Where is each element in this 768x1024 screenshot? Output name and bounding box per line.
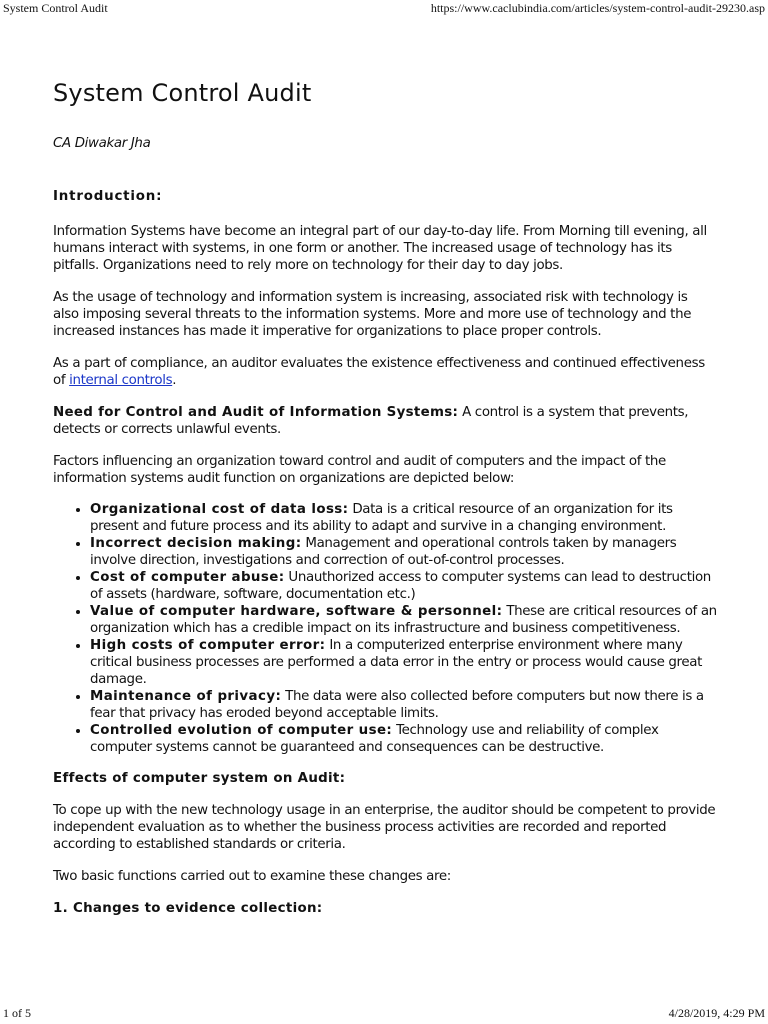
- list-item-title: Cost of computer abuse:: [90, 570, 285, 585]
- effects-paragraph-2: Two basic functions carried out to examine these changes are:: [53, 869, 451, 884]
- need-text: A control is a system that prevents, detects or corrects unlawful events.: [53, 405, 689, 437]
- print-footer-date: 4/28/2019, 4:29 PM: [668, 1006, 765, 1020]
- list-item-title: Maintenance of privacy:: [90, 689, 282, 704]
- intro-paragraph-1: Information Systems have become an integral part of our day-to-day life. From Morning till evening, all humans interact with systems, in one form or another. The increased usage of technology has its pitfalls. Organizations need to rely more on technology for their day to day jobs.: [53, 224, 707, 273]
- list-item: [90, 637, 717, 688]
- list-item-text: In a computerized enterprise environment where many critical business processes are performed a data error in the entry or process would cause great damage.: [90, 638, 703, 687]
- factors-paragraph: Factors influencing an organization toward control and audit of computers and the impact of the information systems audit function on organizations are depicted below:: [53, 454, 666, 486]
- list-item-text: These are critical resources of an organization which has a credible impact on its infrastructure and business competitiveness.: [90, 604, 717, 636]
- list-item-text: Unauthorized access to computer systems can lead to destruction of assets (hardware, software, documentation etc.): [90, 570, 711, 602]
- intro-paragraph-3: [53, 355, 717, 389]
- article-body: [53, 78, 717, 917]
- intro-paragraph-2: As the usage of technology and information system is increasing, associated risk with technology is also imposing several threats to the information systems. More and more use of technology and the increased instances has made it imperative for organizations to place proper controls.: [53, 290, 692, 339]
- list-item-title: Incorrect decision making:: [90, 536, 302, 551]
- changes-heading: 1. Changes to evidence collection:: [53, 901, 323, 916]
- list-item-title: Organizational cost of data loss:: [90, 502, 349, 517]
- list-item: [90, 603, 717, 637]
- author-name: CA Diwakar Jha: [53, 136, 151, 151]
- introduction-heading: Introduction:: [53, 189, 163, 204]
- list-item: [90, 688, 717, 722]
- list-item: [90, 501, 717, 535]
- list-item-text: Management and operational controls taken by managers involve direction, investigations and correction of out-of-control processes.: [90, 536, 677, 568]
- list-item-title: Controlled evolution of computer use:: [90, 723, 393, 738]
- need-paragraph: [53, 404, 717, 438]
- effects-paragraph-1: To cope up with the new technology usage in an enterprise, the auditor should be competent to provide independent evaluation as to whether the business process activities are recorded and reported according to established standards or criteria.: [53, 803, 716, 852]
- list-item: [90, 569, 717, 603]
- list-item-text: Data is a critical resource of an organization for its present and future process and its ability to adapt and survive in a changing environment.: [90, 502, 673, 534]
- page-title: System Control Audit: [53, 79, 312, 107]
- list-item-title: High costs of computer error:: [90, 638, 326, 653]
- print-footer-page: 1 of 5: [3, 1006, 31, 1020]
- need-heading: Need for Control and Audit of Information Systems:: [53, 405, 459, 420]
- factors-list: [53, 501, 717, 756]
- effects-heading: Effects of computer system on Audit:: [53, 771, 346, 786]
- list-item-title: Value of computer hardware, software & personnel:: [90, 604, 503, 619]
- list-item-text: Technology use and reliability of complex computer systems cannot be guaranteed and consequences can be destructive.: [90, 723, 659, 755]
- list-item: [90, 535, 717, 569]
- list-item: [90, 722, 717, 756]
- intro-paragraph-3-text: As a part of compliance, an auditor evaluates the existence effectiveness and continued effectiveness of: [53, 356, 705, 388]
- internal-controls-link[interactable]: internal controls: [69, 373, 173, 388]
- intro-paragraph-3-end: .: [172, 373, 177, 388]
- list-item-text: The data were also collected before computers but now there is a fear that privacy has eroded beyond acceptable limits.: [90, 689, 704, 721]
- print-header-url: https://www.caclubindia.com/articles/system-control-audit-29230.asp: [430, 1, 765, 15]
- print-header-title: System Control Audit: [3, 1, 108, 15]
